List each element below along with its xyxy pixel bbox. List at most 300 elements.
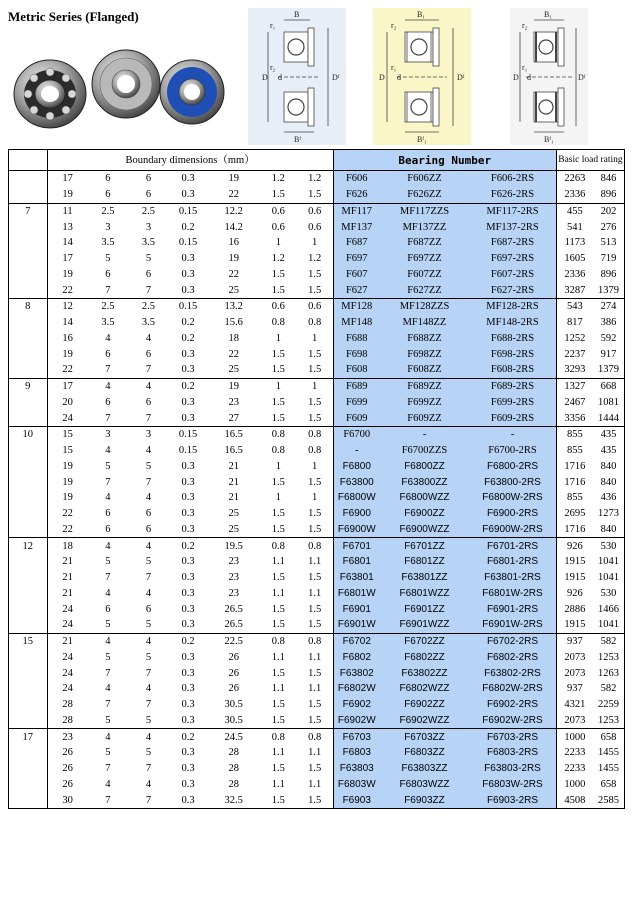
table-row — [9, 713, 625, 729]
table-cell: F607-2RS — [469, 267, 556, 283]
table-cell: 16 — [62, 332, 73, 344]
table-cell: 0.8 — [297, 633, 334, 649]
label-r1: r₁ — [522, 63, 528, 72]
table-cell: F6803W-2RS — [469, 777, 556, 793]
table-cell: 1.5 — [308, 508, 322, 520]
table-cell: 3293 — [556, 362, 593, 378]
table-cell: F607ZZ — [380, 267, 469, 283]
table-cell: 0.8 — [260, 538, 297, 554]
table-cell: F698ZZ — [380, 346, 469, 362]
table-cell: 386 — [593, 315, 625, 331]
table-cell: 4 — [105, 492, 111, 504]
table-cell: 1.5 — [308, 699, 322, 711]
table-cell: F687 — [333, 235, 380, 251]
table-cell: F6701 — [333, 538, 380, 554]
table-cell: 1.2 — [271, 253, 285, 265]
table-cell: F609-2RS — [469, 410, 556, 426]
table-cell: 1.5 — [271, 714, 285, 726]
table-cell: 0.3 — [181, 508, 195, 520]
table-cell: 840 — [593, 459, 625, 475]
table-cell: 435 — [593, 443, 625, 459]
table-cell: 855 — [556, 490, 593, 506]
label-r2: r₂ — [391, 21, 397, 30]
table-cell: 1605 — [556, 251, 593, 267]
table-cell: F626 — [333, 187, 380, 203]
table-cell: 0.2 — [169, 633, 208, 649]
table-cell: 1379 — [593, 282, 625, 298]
table-cell: F6901WZZ — [380, 617, 469, 633]
table-cell: 3.5 — [141, 237, 156, 249]
table-cell: F6703-2RS — [469, 729, 556, 745]
table-cell: 6 — [105, 396, 111, 408]
table-cell: 23 — [228, 556, 239, 568]
table-cell: 7 — [105, 572, 111, 584]
table-cell: 4 — [145, 445, 152, 457]
table-cell: 896 — [593, 267, 625, 283]
table-cell: 12 — [47, 299, 88, 315]
bore-diameter-cell — [9, 681, 48, 697]
table-cell: 0.6 — [308, 221, 322, 233]
table-cell: 1253 — [593, 713, 625, 729]
table-cell: 1081 — [593, 395, 625, 411]
label-r2: r₂ — [270, 63, 276, 72]
table-cell: 1 — [312, 332, 318, 344]
table-cell: 28 — [62, 699, 73, 711]
bore-diameter-cell — [9, 554, 48, 570]
bore-diameter-cell — [9, 777, 48, 793]
table-cell: 0.8 — [308, 445, 322, 457]
table-cell: 0.2 — [169, 378, 208, 394]
table-row — [9, 650, 625, 666]
table-cell: 19 — [62, 189, 73, 201]
table-cell: F699ZZ — [380, 395, 469, 411]
table-cell: 0.3 — [181, 476, 195, 488]
label-D: D — [379, 73, 385, 82]
table-cell: F6700-2RS — [469, 443, 556, 459]
table-cell: 1.5 — [271, 619, 285, 631]
table-cell: 14.2 — [224, 221, 243, 233]
table-row — [9, 346, 625, 362]
table-cell: MF128 — [333, 299, 380, 315]
table-cell: F6801-2RS — [469, 554, 556, 570]
table-cell: 1915 — [556, 617, 593, 633]
table-cell: 1.5 — [271, 348, 285, 360]
table-cell: 17 — [62, 173, 73, 185]
table-cell: 1.5 — [271, 412, 285, 424]
table-cell: 3.5 — [101, 237, 115, 249]
table-cell: 16.5 — [207, 427, 260, 443]
label-B: B — [294, 10, 300, 19]
table-cell: 7 — [105, 364, 111, 376]
table-cell: F606 — [333, 171, 380, 187]
table-cell: F63801 — [333, 570, 380, 586]
table-cell: 19 — [62, 348, 73, 360]
table-cell: 0.3 — [181, 173, 195, 185]
table-cell: F699-2RS — [469, 395, 556, 411]
table-cell: 7 — [128, 792, 169, 808]
table-cell: 1.1 — [308, 587, 322, 599]
table-cell: 0.15 — [169, 299, 208, 315]
table-cell: 1.5 — [308, 268, 322, 280]
table-cell: F606-2RS — [469, 171, 556, 187]
table-cell: 6 — [145, 603, 152, 615]
table-row — [9, 219, 625, 235]
table-cell: 19 — [228, 253, 239, 265]
table-cell: F608 — [333, 362, 380, 378]
table-cell: 1 — [275, 237, 281, 249]
table-cell: 0.15 — [178, 237, 198, 249]
table-cell: 1.5 — [271, 268, 285, 280]
table-cell: F6900W-2RS — [469, 522, 556, 538]
label-d: d — [527, 73, 531, 82]
table-cell: F606ZZ — [380, 171, 469, 187]
bore-diameter-cell — [9, 474, 48, 490]
bore-diameter-cell — [9, 315, 48, 331]
table-cell: 18 — [47, 538, 88, 554]
table-cell: 1 — [275, 492, 281, 504]
table-cell: F6801WZZ — [380, 586, 469, 602]
bore-diameter-cell: 15 — [9, 633, 48, 649]
table-cell: F6803ZZ — [380, 745, 469, 761]
table-cell: 0.3 — [181, 778, 195, 790]
table-cell: 4 — [88, 378, 129, 394]
table-cell: 5 — [105, 556, 111, 568]
table-row — [9, 697, 625, 713]
table-cell: 1 — [312, 492, 318, 504]
table-cell: 840 — [593, 474, 625, 490]
table-cell: 5 — [105, 747, 111, 759]
table-cell: 6 — [105, 268, 111, 280]
table-cell: MF117 — [333, 203, 380, 219]
table-cell: 543 — [556, 299, 593, 315]
table-row — [9, 729, 625, 745]
table-cell: 4 — [105, 445, 111, 457]
table-cell: 2.5 — [88, 203, 129, 219]
table-cell: 5 — [145, 460, 152, 472]
table-cell: 6 — [105, 603, 111, 615]
table-row — [9, 267, 625, 283]
table-cell: 22.5 — [207, 633, 260, 649]
bearings-photo — [8, 32, 226, 132]
table-cell: 5 — [145, 651, 152, 663]
table-cell: 25 — [228, 284, 239, 296]
table-cell: 1716 — [556, 474, 593, 490]
table-cell: F6802WZZ — [380, 681, 469, 697]
table-cell: 1.5 — [271, 189, 285, 201]
label-r1: r₁ — [270, 21, 276, 30]
label-Df: Dᶠ — [332, 73, 340, 82]
table-cell: 2263 — [556, 171, 593, 187]
table-cell: F6901-2RS — [469, 601, 556, 617]
table-cell: 0.8 — [297, 427, 334, 443]
table-cell: 28 — [228, 747, 239, 759]
table-cell: 436 — [593, 490, 625, 506]
table-cell: 0.15 — [169, 427, 208, 443]
table-cell: 1263 — [593, 665, 625, 681]
table-row — [9, 459, 625, 475]
table-cell: F627-2RS — [469, 282, 556, 298]
table-cell: MF148 — [333, 315, 380, 331]
table-cell: F689-2RS — [469, 378, 556, 394]
table-cell: MF137ZZ — [380, 219, 469, 235]
table-cell: 2.5 — [128, 299, 169, 315]
bore-diameter-cell — [9, 410, 48, 426]
table-cell: 27 — [228, 412, 239, 424]
table-cell: 0.3 — [181, 763, 195, 775]
table-row — [9, 395, 625, 411]
table-row — [9, 506, 625, 522]
table-cell: 0.3 — [181, 284, 195, 296]
table-cell: 19 — [62, 492, 73, 504]
bore-diameter-cell — [9, 506, 48, 522]
table-cell: 23 — [228, 396, 239, 408]
table-cell: 1.5 — [271, 523, 285, 535]
table-cell: 6 — [105, 508, 111, 520]
table-cell: 0.3 — [181, 714, 195, 726]
table-cell: 25 — [228, 523, 239, 535]
table-cell: F6800 — [333, 459, 380, 475]
table-cell: F609ZZ — [380, 410, 469, 426]
table-cell: 6 — [145, 189, 152, 201]
label-Bf: Bᶠ — [294, 135, 302, 144]
table-cell: 276 — [593, 219, 625, 235]
table-cell: 0.8 — [271, 317, 285, 329]
table-cell: 1 — [312, 460, 318, 472]
table-cell: 926 — [556, 538, 593, 554]
table-cell: 5 — [145, 253, 152, 265]
table-cell: 2237 — [556, 346, 593, 362]
table-cell: 1455 — [593, 745, 625, 761]
table-cell: F699 — [333, 395, 380, 411]
table-cell: 5 — [105, 460, 111, 472]
bearing-spec-table — [8, 149, 625, 809]
table-cell: 4321 — [556, 697, 593, 713]
table-cell: F6903 — [333, 792, 380, 808]
label-D: D — [513, 73, 519, 82]
table-cell: 0.3 — [181, 412, 195, 424]
table-row — [9, 235, 625, 251]
table-cell: 0.6 — [297, 299, 334, 315]
table-cell: 32.5 — [207, 792, 260, 808]
table-cell: 0.3 — [181, 699, 195, 711]
table-cell: 0.3 — [181, 667, 195, 679]
table-cell: MF137-2RS — [469, 219, 556, 235]
bore-diameter-cell — [9, 650, 48, 666]
table-cell: F689 — [333, 378, 380, 394]
table-cell: 23 — [228, 572, 239, 584]
label-B1: B₁ — [417, 10, 426, 19]
table-cell: 21 — [62, 587, 73, 599]
table-cell: F63802 — [333, 665, 380, 681]
table-cell: 1.5 — [271, 699, 285, 711]
table-row — [9, 282, 625, 298]
table-cell: 0.6 — [271, 221, 285, 233]
table-cell: 2336 — [556, 187, 593, 203]
table-cell: F6902ZZ — [380, 697, 469, 713]
table-cell: 1.5 — [308, 667, 322, 679]
table-cell: 21 — [47, 633, 88, 649]
bore-diameter-cell — [9, 267, 48, 283]
flanged-sealed-diagram — [510, 8, 588, 145]
table-cell: 30.5 — [224, 699, 243, 711]
table-cell: 1.1 — [308, 651, 322, 663]
bore-diameter-cell — [9, 171, 48, 187]
table-cell: F6902-2RS — [469, 697, 556, 713]
table-cell: F6800-2RS — [469, 459, 556, 475]
table-cell: 19 — [62, 476, 73, 488]
table-cell: 582 — [593, 681, 625, 697]
table-cell: F63802ZZ — [380, 665, 469, 681]
table-cell: 21 — [62, 556, 73, 568]
bore-diameter-cell — [9, 331, 48, 347]
table-cell: 1379 — [593, 362, 625, 378]
table-cell: F626ZZ — [380, 187, 469, 203]
table-cell: 19 — [207, 378, 260, 394]
table-cell: 4 — [145, 492, 152, 504]
table-cell: 0.3 — [169, 792, 208, 808]
table-cell: F6903ZZ — [380, 792, 469, 808]
bore-diameter-cell — [9, 601, 48, 617]
table-cell: 1.2 — [308, 173, 322, 185]
bore-diameter-cell — [9, 251, 48, 267]
table-cell: F6902WZZ — [380, 713, 469, 729]
table-cell: 4 — [145, 683, 152, 695]
label-B1: B₁ — [544, 10, 553, 19]
table-body — [9, 171, 625, 809]
table-cell: MF148ZZ — [380, 315, 469, 331]
bore-diameter-cell — [9, 346, 48, 362]
table-cell: F6801ZZ — [380, 554, 469, 570]
table-cell: 2467 — [556, 395, 593, 411]
table-row — [9, 633, 625, 649]
table-cell: 1.5 — [308, 189, 322, 201]
table-cell: 1173 — [556, 235, 593, 251]
bore-diameter-cell — [9, 395, 48, 411]
table-cell: 21 — [228, 460, 239, 472]
table-row — [9, 443, 625, 459]
table-cell: 1.5 — [308, 603, 322, 615]
table-cell: F608ZZ — [380, 362, 469, 378]
table-cell: 668 — [593, 378, 625, 394]
table-cell: F6700 — [333, 427, 380, 443]
table-cell: F6901 — [333, 601, 380, 617]
table-cell: 6 — [145, 348, 152, 360]
table-cell: 7 — [145, 572, 152, 584]
table-cell: 1000 — [556, 729, 593, 745]
table-cell: F6803W — [333, 777, 380, 793]
table-cell: 1.1 — [271, 587, 285, 599]
table-cell: F6800WZZ — [380, 490, 469, 506]
table-cell: 24 — [62, 667, 73, 679]
bore-diameter-cell — [9, 282, 48, 298]
table-cell: 22 — [62, 508, 73, 520]
table-cell: 1 — [297, 378, 334, 394]
table-cell: 6 — [145, 396, 152, 408]
table-cell: F6900 — [333, 506, 380, 522]
table-cell: 1.1 — [271, 778, 285, 790]
table-cell: 1.5 — [271, 667, 285, 679]
table-cell: 1.5 — [271, 508, 285, 520]
table-cell: 22 — [62, 523, 73, 535]
table-cell: 23 — [47, 729, 88, 745]
table-cell: 3.5 — [141, 317, 156, 329]
table-cell: 0.3 — [181, 523, 195, 535]
bore-diameter-cell: 17 — [9, 729, 48, 745]
table-cell: 1.5 — [308, 412, 322, 424]
table-cell: F697ZZ — [380, 251, 469, 267]
table-cell: 1915 — [556, 570, 593, 586]
table-cell: 2886 — [556, 601, 593, 617]
table-cell: 592 — [593, 331, 625, 347]
table-cell: 4 — [88, 729, 129, 745]
table-cell: 855 — [556, 443, 593, 459]
label-d: d — [397, 73, 401, 82]
table-cell: 0.15 — [178, 445, 198, 457]
table-cell: F6802-2RS — [469, 650, 556, 666]
table-cell: 22 — [228, 268, 239, 280]
table-cell: 26 — [62, 747, 73, 759]
page-title: Metric Series (Flanged) — [8, 9, 139, 24]
bore-diameter-cell — [9, 490, 48, 506]
bore-diameter-cell — [9, 745, 48, 761]
table-cell: 0.3 — [181, 364, 195, 376]
table-cell: 1253 — [593, 650, 625, 666]
table-cell: 26 — [228, 683, 239, 695]
table-cell: 0.2 — [181, 317, 195, 329]
table-cell: F6800W-2RS — [469, 490, 556, 506]
table-cell: 21 — [62, 572, 73, 584]
table-cell: 530 — [593, 586, 625, 602]
table-row — [9, 665, 625, 681]
table-cell: F6803-2RS — [469, 745, 556, 761]
table-cell: F6702ZZ — [380, 633, 469, 649]
table-row — [9, 427, 625, 443]
table-cell: 0.8 — [271, 445, 285, 457]
table-cell: 7 — [105, 284, 111, 296]
bore-diameter-cell — [9, 235, 48, 251]
table-cell: 1.5 — [308, 364, 322, 376]
table-cell: 28 — [228, 763, 239, 775]
table-row — [9, 745, 625, 761]
table-cell: F6700ZZS — [380, 443, 469, 459]
table-cell: 14 — [62, 317, 73, 329]
table-cell: F6802W-2RS — [469, 681, 556, 697]
table-cell: 24 — [62, 412, 73, 424]
label-d: d — [278, 73, 282, 82]
table-cell: 16 — [228, 237, 239, 249]
table-cell: 2695 — [556, 506, 593, 522]
table-cell: 1.5 — [308, 523, 322, 535]
table-cell: 0.15 — [169, 203, 208, 219]
table-cell: 0.3 — [181, 619, 195, 631]
table-cell: 840 — [593, 522, 625, 538]
bore-diameter-cell: 8 — [9, 299, 48, 315]
flanged-open-diagram — [248, 8, 346, 145]
table-cell: 530 — [593, 538, 625, 554]
table-cell: 0.2 — [181, 332, 195, 344]
table-cell: 1.5 — [297, 792, 334, 808]
bore-diameter-cell — [9, 713, 48, 729]
label-Df: Dᶠ — [578, 73, 586, 82]
table-cell: 30 — [47, 792, 88, 808]
table-cell: 26 — [62, 763, 73, 775]
table-cell: 1716 — [556, 522, 593, 538]
table-cell: F6702-2RS — [469, 633, 556, 649]
table-cell: 24 — [62, 603, 73, 615]
table-cell: 6 — [145, 268, 152, 280]
table-cell: 0.6 — [260, 203, 297, 219]
table-cell: 0.6 — [260, 299, 297, 315]
